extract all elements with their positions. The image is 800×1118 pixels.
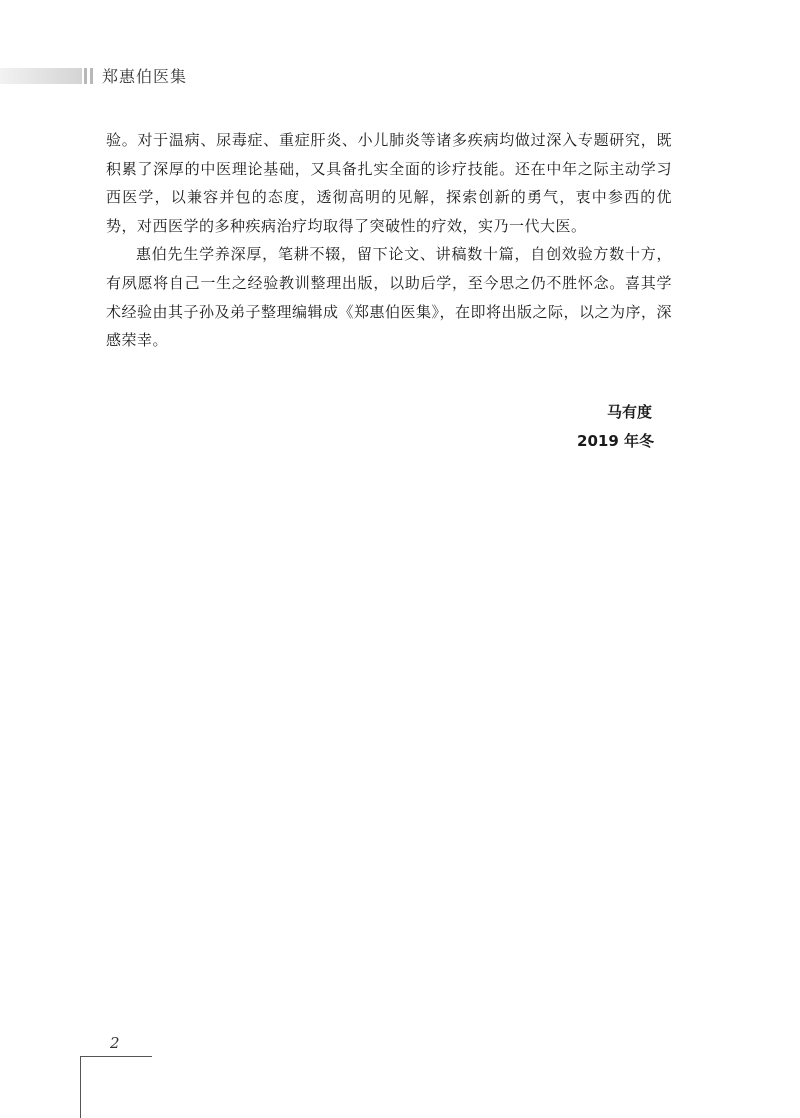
- body-text: [106, 126, 672, 355]
- footer-horizontal-rule: [80, 1056, 152, 1057]
- signature-block: [577, 398, 654, 456]
- header-bar: [84, 68, 87, 84]
- header-bar: [90, 68, 93, 84]
- running-title: 郑惠伯医集: [102, 67, 188, 86]
- paragraph-continued: 验。对于温病、尿毒症、重症肝炎、小儿肺炎等诸多疾病均做过深入专题研究，既积累了深厚的中医理论基础，又具备扎实全面的诊疗技能。还在中年之际主动学习西医学，以兼容并包的态度，透彻高明的见解，探索创新的勇气，衷中参西的优势，对西医学的多种疾病治疗均取得了突破性的疗效，实乃一代大医。: [106, 131, 672, 235]
- footer-vertical-rule: [80, 1056, 81, 1118]
- paragraph: 惠伯先生学养深厚，笔耕不辍，留下论文、讲稿数十篇，自创效验方数十方，有夙愿将自己一生之经验教训整理出版，以助后学，至今思之仍不胜怀念。喜其学术经验由其子孙及弟子整理编辑成《郑惠伯医集》，在即将出版之际，以之为序，深感荣幸。: [106, 245, 673, 350]
- signature-author: 马有度: [606, 403, 652, 421]
- page-number: 2: [110, 1034, 120, 1052]
- signature-date: 2019 年冬: [577, 432, 654, 450]
- header-divider-bars: [84, 68, 93, 84]
- header-gray-band: [0, 68, 82, 84]
